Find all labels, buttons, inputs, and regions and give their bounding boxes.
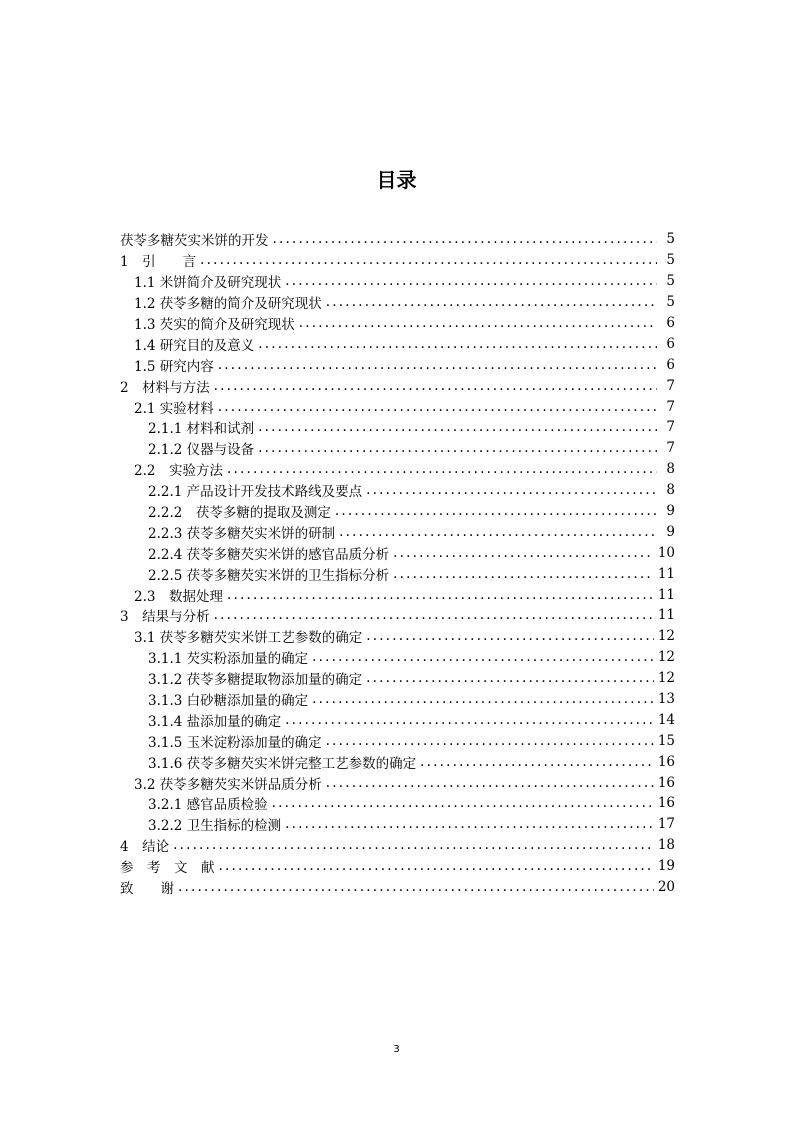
toc-dot-leader	[258, 336, 657, 352]
toc-entry[interactable]	[120, 689, 675, 710]
toc-entry-label: 1.2 茯苓多糖的简介及研究现状	[134, 296, 322, 313]
toc-dot-leader	[173, 837, 654, 853]
toc-dot-leader	[273, 231, 658, 247]
toc-entry-page: 15	[657, 732, 675, 749]
toc-entry-page: 17	[657, 816, 675, 833]
toc-entry-label: 2.1 实验材料	[134, 400, 214, 417]
table-of-contents	[120, 229, 675, 898]
toc-entry-page: 7	[666, 419, 675, 436]
toc-dot-leader	[285, 273, 657, 289]
toc-entry-label: 2.2.2 茯苓多糖的提取及测定	[148, 505, 331, 522]
toc-entry[interactable]	[120, 459, 675, 480]
toc-entry[interactable]	[120, 375, 675, 396]
toc-entry-label: 3.2.2 卫生指标的检测	[148, 818, 282, 835]
toc-dot-leader	[420, 754, 654, 770]
toc-entry-label: 2.2.3 茯苓多糖芡实米饼的研制	[148, 525, 336, 542]
toc-entry-label: 2.2.4 茯苓多糖芡实米饼的感官品质分析	[148, 546, 390, 563]
toc-dot-leader	[312, 691, 654, 707]
toc-entry-label: 1.5 研究内容	[134, 358, 214, 375]
toc-entry[interactable]	[120, 835, 675, 856]
toc-entry-label: 茯苓多糖芡实米饼的开发	[120, 233, 269, 250]
toc-entry[interactable]	[120, 668, 675, 689]
toc-dot-leader	[393, 545, 654, 561]
toc-entry-page: 12	[657, 649, 675, 666]
toc-dot-leader	[299, 315, 657, 331]
toc-dot-leader	[326, 775, 654, 791]
toc-dot-leader	[366, 482, 657, 498]
toc-entry[interactable]	[120, 250, 675, 271]
toc-entry-label: 3.2 茯苓多糖芡实米饼品质分析	[134, 776, 322, 793]
toc-dot-leader	[227, 461, 657, 477]
toc-entry-label: 致 谢	[120, 881, 174, 898]
toc-entry-page: 9	[666, 503, 675, 520]
toc-entry-label: 3.1.2 茯苓多糖提取物添加量的确定	[148, 672, 363, 689]
toc-entry[interactable]	[120, 584, 675, 605]
toc-dot-leader	[326, 733, 654, 749]
toc-entry-page: 12	[657, 628, 675, 645]
toc-entry-label: 3.1.3 白砂糖添加量的确定	[148, 693, 309, 710]
toc-entry-label: 2.2 实验方法	[134, 463, 223, 480]
toc-entry-page: 14	[657, 711, 675, 728]
toc-entry-page: 5	[666, 252, 675, 269]
toc-entry-page: 7	[666, 377, 675, 394]
toc-entry-page: 11	[657, 586, 675, 603]
toc-entry-page: 5	[666, 273, 675, 290]
toc-entry-page: 13	[657, 691, 675, 708]
toc-entry-label: 1.1 米饼简介及研究现状	[134, 275, 282, 292]
toc-entry-page: 8	[666, 461, 675, 478]
toc-dot-leader	[326, 294, 657, 310]
toc-entry-label: 2.3 数据处理	[134, 588, 223, 605]
toc-entry-label: 1.4 研究目的及意义	[134, 337, 255, 354]
toc-dot-leader	[285, 712, 654, 728]
toc-entry[interactable]	[120, 856, 675, 877]
toc-entry[interactable]	[120, 354, 675, 375]
toc-entry-page: 16	[657, 753, 675, 770]
toc-dot-leader	[218, 399, 657, 415]
toc-entry-page: 19	[657, 858, 675, 875]
toc-entry-label: 3 结果与分析	[120, 609, 210, 626]
toc-dot-leader	[312, 649, 654, 665]
toc-entry-page: 7	[666, 398, 675, 415]
toc-entry[interactable]	[120, 647, 675, 668]
toc-dot-leader	[178, 879, 654, 895]
toc-entry-page: 18	[657, 837, 675, 854]
toc-dot-leader	[214, 607, 654, 623]
toc-entry-label: 3.1 茯苓多糖芡实米饼工艺参数的确定	[134, 630, 363, 647]
toc-entry-label: 2.1.1 材料和试剂	[148, 421, 255, 438]
toc-dot-leader	[258, 440, 657, 456]
toc-entry-page: 12	[657, 670, 675, 687]
toc-entry-label: 参 考 文 献	[120, 860, 215, 877]
toc-entry[interactable]	[120, 313, 675, 334]
toc-entry-page: 11	[657, 565, 675, 582]
toc-entry-page: 5	[666, 231, 675, 248]
toc-dot-leader	[258, 419, 657, 435]
toc-dot-leader	[200, 252, 657, 268]
toc-dot-leader	[335, 503, 657, 519]
toc-entry-page: 5	[666, 294, 675, 311]
toc-dot-leader	[366, 670, 654, 686]
toc-entry[interactable]	[120, 605, 675, 626]
toc-dot-leader	[339, 524, 657, 540]
toc-entry[interactable]	[120, 877, 675, 898]
toc-entry[interactable]	[120, 751, 675, 772]
toc-entry[interactable]	[120, 292, 675, 313]
toc-entry-page: 9	[666, 523, 675, 540]
toc-entry[interactable]	[120, 396, 675, 417]
toc-dot-leader	[219, 858, 654, 874]
toc-entry-label: 2 材料与方法	[120, 379, 210, 396]
toc-entry[interactable]	[120, 814, 675, 835]
toc-entry[interactable]	[120, 709, 675, 730]
toc-dot-leader	[366, 628, 654, 644]
toc-entry[interactable]	[120, 521, 675, 542]
toc-dot-leader	[218, 357, 657, 373]
toc-entry-page: 7	[666, 440, 675, 457]
toc-dot-leader	[393, 566, 654, 582]
toc-entry[interactable]	[120, 333, 675, 354]
toc-entry-page: 16	[657, 774, 675, 791]
toc-dot-leader	[227, 587, 654, 603]
toc-entry[interactable]	[120, 626, 675, 647]
toc-entry[interactable]	[120, 772, 675, 793]
toc-entry-label: 2.2.5 茯苓多糖芡实米饼的卫生指标分析	[148, 567, 390, 584]
toc-entry-label: 3.1.6 茯苓多糖芡实米饼完整工艺参数的确定	[148, 755, 417, 772]
toc-entry[interactable]	[120, 438, 675, 459]
toc-entry-page: 6	[666, 356, 675, 373]
toc-entry-label: 3.1.4 盐添加量的确定	[148, 713, 282, 730]
toc-entry-page: 8	[666, 482, 675, 499]
toc-entry-page: 6	[666, 335, 675, 352]
toc-entry-label: 2.2.1 产品设计开发技术路线及要点	[148, 484, 363, 501]
toc-entry[interactable]	[120, 501, 675, 522]
toc-entry-page: 11	[657, 607, 675, 624]
toc-dot-leader	[214, 378, 657, 394]
toc-entry-label: 3.1.5 玉米淀粉添加量的确定	[148, 734, 322, 751]
toc-entry[interactable]	[120, 542, 675, 563]
toc-entry-page: 10	[657, 544, 675, 561]
toc-entry-label: 2.1.2 仪器与设备	[148, 442, 255, 459]
page-number: 3	[393, 1044, 400, 1055]
toc-entry-label: 1 引 言	[120, 254, 197, 271]
toc-entry-label: 1.3 芡实的简介及研究现状	[134, 317, 295, 333]
toc-entry-page: 16	[657, 795, 675, 812]
toc-entry-label: 3.2.1 感官品质检验	[148, 797, 268, 814]
toc-entry[interactable]	[120, 480, 675, 501]
toc-entry-page: 6	[666, 315, 675, 331]
toc-entry[interactable]	[120, 271, 675, 292]
toc-entry-label: 4 结论	[120, 839, 170, 856]
toc-entry-label: 3.1.1 芡实粉添加量的确定	[148, 651, 309, 668]
toc-entry[interactable]	[120, 229, 675, 250]
page-title: 目录	[376, 168, 417, 192]
toc-entry-page: 20	[657, 879, 675, 896]
toc-dot-leader	[272, 795, 654, 811]
toc-entry[interactable]	[120, 793, 675, 814]
toc-entry[interactable]	[120, 417, 675, 438]
toc-entry[interactable]	[120, 563, 675, 584]
toc-entry[interactable]	[120, 730, 675, 751]
toc-dot-leader	[285, 816, 654, 832]
